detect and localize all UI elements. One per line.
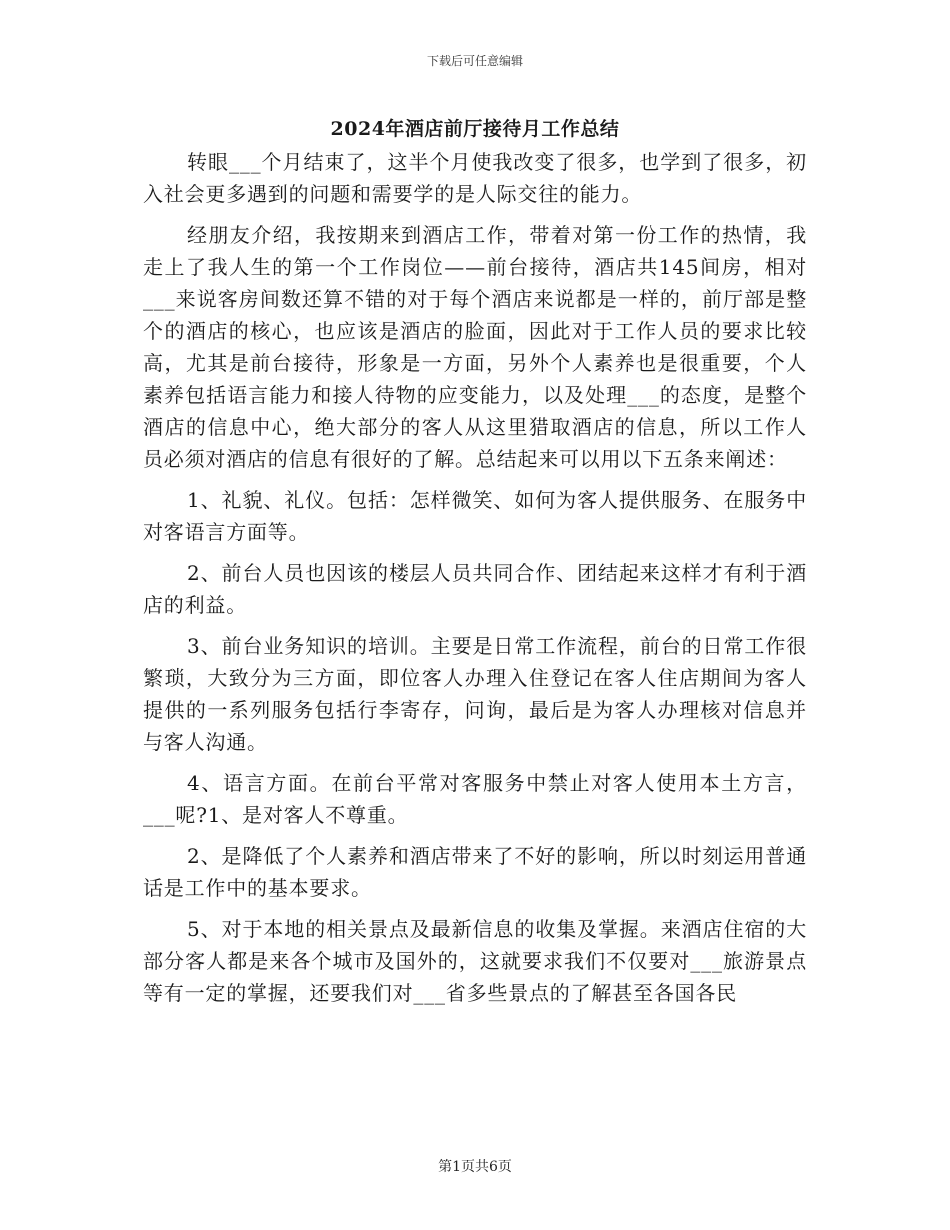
document-body (143, 146, 807, 1018)
paragraph: 经朋友介绍，我按期来到酒店工作，带着对第一份工作的热情，我走上了我人生的第一个工作岗位——前台接待，酒店共145间房，相对___来说客房间数还算不错的对于每个酒店来说都是一样的，前厅部是整个的酒店的核心，也应该是酒店的脸面，因此对于工作人员的要求比较高，尤其是前台接待，形象是一方面，另外个人素养也是很重要，个人素养包括语言能力和接人待物的应变能力，以及处理___的态度，是整个酒店的信息中心，绝大部分的客人从这里猎取酒店的信息，所以工作人员必须对酒店的信息有很好的了解。总结起来可以用以下五条来阐述： (143, 223, 807, 471)
page-number: 第1页共6页 (438, 1159, 512, 1175)
paragraph: 2、前台人员也因该的楼层人员共同合作、团结起来这样才有利于酒店的利益。 (143, 561, 807, 617)
paragraph: 1、礼貌、礼仪。包括：怎样微笑、如何为客人提供服务、在服务中对客语言方面等。 (143, 488, 807, 544)
document-title: 2024年酒店前厅接待月工作总结 (330, 118, 620, 140)
page-header-note: 下载后可任意编辑 (426, 54, 523, 68)
paragraph: 5、对于本地的相关景点及最新信息的收集及掌握。来酒店住宿的大部分客人都是来各个城市及国外的，这就要求我们不仅要对___旅游景点等有一定的掌握，还要我们对___省多些景点的了解甚至各国各民 (143, 917, 807, 1005)
paragraph: 3、前台业务知识的培训。主要是日常工作流程，前台的日常工作很繁琐，大致分为三方面，即位客人办理入住登记在客人住店期间为客人提供的一系列服务包括行李寄存，问询，最后是为客人办理核对信息并与客人沟通。 (143, 634, 807, 754)
paragraph: 4、语言方面。在前台平常对客服务中禁止对客人使用本土方言，___呢?1、是对客人不尊重。 (143, 771, 807, 827)
paragraph: 2、是降低了个人素养和酒店带来了不好的影响，所以时刻运用普通话是工作中的基本要求。 (143, 844, 807, 900)
paragraph: 转眼___个月结束了，这半个月使我改变了很多，也学到了很多，初入社会更多遇到的问题和需要学的是人际交往的能力。 (143, 150, 807, 206)
